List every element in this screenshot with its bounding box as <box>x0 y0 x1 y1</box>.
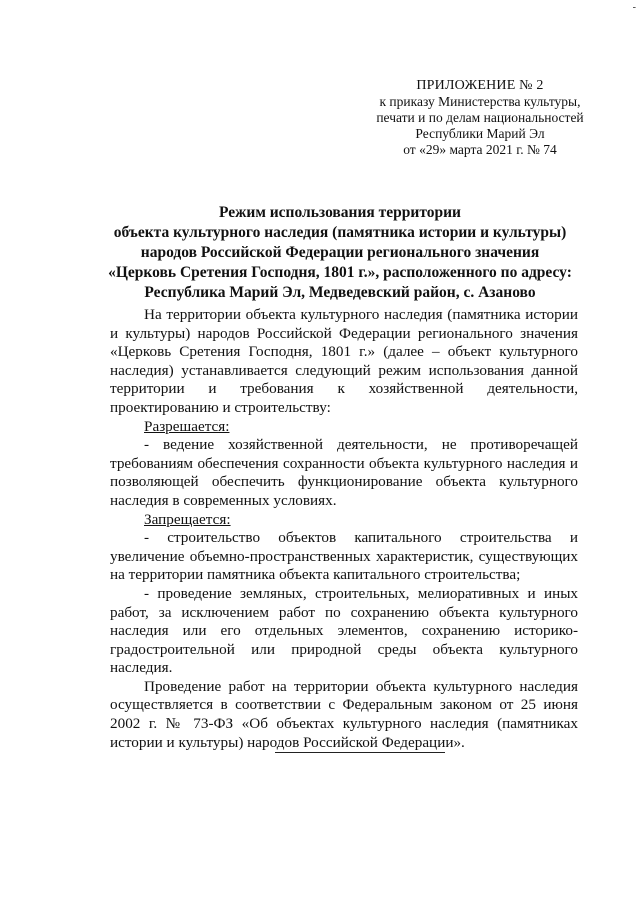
appendix-ministry-line: печати и по делам национальностей <box>376 110 584 125</box>
appendix-date-line: от «29» марта 2021 г. № 74 <box>403 142 557 157</box>
appendix-number: ПРИЛОЖЕНИЕ № 2 <box>416 78 544 93</box>
appendix-republic-line: Республики Марий Эл <box>415 126 545 141</box>
forbidden-label: Запрещается: <box>144 510 231 528</box>
intro-paragraph: На территории объекта культурного наследия (памятника истории и культуры) народов Российской Федерации регионального значения «Церковь Сретения Господня, 1801 г.» (далее – объект культурного наследия) устанавливается следующий режим использования данной территории и требования к хозяйственной деятельности, проектированию и строительству: <box>110 306 578 416</box>
title-line: «Церковь Сретения Господня, 1801 г.», расположенного по адресу: <box>108 264 572 281</box>
allowed-label: Разрешается: <box>144 417 230 435</box>
title-line: объекта культурного наследия (памятника истории и культуры) <box>113 224 567 241</box>
appendix-header <box>355 78 605 158</box>
forbidden-item: - проведение земляных, строительных, мелиоративных и иных работ, за исключением работ по сохранению объекта культурного наследия или его отдельных элементов, сохранению историко-градостроительной или природной среды объекта культурного наследия. <box>110 584 578 677</box>
allowed-item: - ведение хозяйственной деятельности, не противоречащей требованиям обеспечения сохранности объекта культурного наследия и позволяющей обеспечить функционирование объекта культурного наследия в современных условиях. <box>110 436 578 509</box>
document-title <box>60 203 620 303</box>
closing-paragraph: Проведение работ на территории объекта культурного наследия осуществляется в соответствии с Федеральным законом от 25 июня 2002 г. № 73-ФЗ «Об объектах культурного наследия (памятниках истории и культуры) народов Российской Федерации». <box>110 677 578 751</box>
corner-mark: - <box>632 2 636 13</box>
title-line: Республика Марий Эл, Медведевский район, с. Азаново <box>144 284 536 301</box>
document-body <box>110 306 578 752</box>
end-separator-line <box>275 752 445 753</box>
appendix-order-line: к приказу Министерства культуры, <box>379 94 581 109</box>
title-line: Режим использования территории <box>219 204 461 221</box>
title-line: народов Российской Федерации регионального значения <box>140 244 540 261</box>
forbidden-item: - строительство объектов капитального строительства и увеличение объемно-пространственных характеристик, существующих на территории памятника объекта капитального строительства; <box>110 529 578 584</box>
